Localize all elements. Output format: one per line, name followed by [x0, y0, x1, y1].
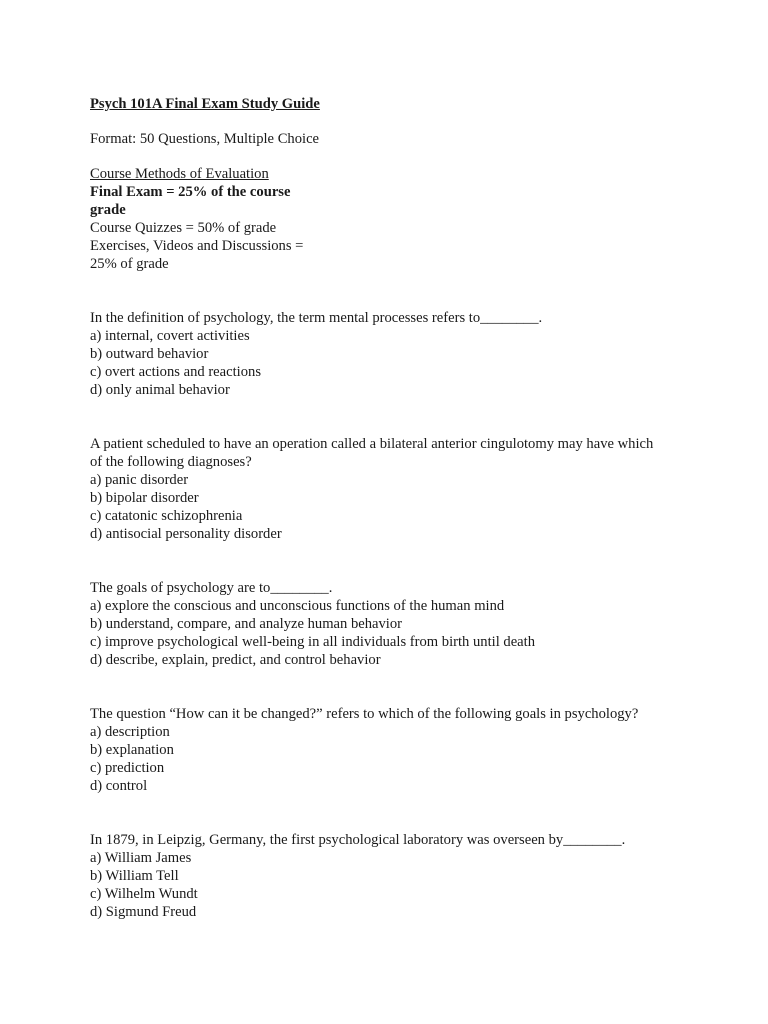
answer-option: d) only animal behavior [90, 382, 230, 398]
answer-option: c) improve psychological well-being in all individuals from birth until death [90, 634, 536, 650]
answer-option: a) internal, covert activities [90, 328, 250, 344]
answer-option: a) explore the conscious and unconscious functions of the human mind [90, 598, 505, 614]
answer-option: c) overt actions and reactions [90, 364, 261, 380]
question-4 [90, 705, 690, 795]
final-exam-weight-line2: grade [90, 202, 126, 218]
document-page [90, 95, 690, 921]
answer-option: b) bipolar disorder [90, 490, 199, 506]
exam-format: Format: 50 Questions, Multiple Choice [90, 131, 320, 147]
document-title: Psych 101A Final Exam Study Guide [90, 96, 320, 112]
exercises-weight-line1: Exercises, Videos and Discussions = [90, 238, 304, 254]
answer-option: a) panic disorder [90, 472, 189, 488]
answer-option: b) outward behavior [90, 346, 209, 362]
evaluation-heading: Course Methods of Evaluation [90, 166, 269, 182]
answer-option: c) prediction [90, 760, 165, 776]
answer-option: a) description [90, 724, 170, 740]
question-text-line1: A patient scheduled to have an operation called a bilateral anterior cingulotomy may have which [90, 436, 654, 452]
answer-option: d) Sigmund Freud [90, 904, 197, 920]
question-5 [90, 831, 690, 921]
question-text-line2: of the following diagnoses? [90, 454, 252, 470]
answer-option: b) understand, compare, and analyze human behavior [90, 616, 403, 632]
answer-option: d) control [90, 778, 148, 794]
final-exam-weight-line1: Final Exam = 25% of the course [90, 184, 291, 200]
exercises-weight-line2: 25% of grade [90, 256, 169, 272]
answer-option: b) William Tell [90, 868, 179, 884]
answer-option: d) describe, explain, predict, and control behavior [90, 652, 381, 668]
answer-option: c) Wilhelm Wundt [90, 886, 198, 902]
answer-option: a) William James [90, 850, 192, 866]
question-1 [90, 309, 690, 399]
question-text: The goals of psychology are to________. [90, 580, 333, 596]
quizzes-weight: Course Quizzes = 50% of grade [90, 220, 277, 236]
question-text: The question “How can it be changed?” refers to which of the following goals in psychology? [90, 706, 639, 722]
answer-option: c) catatonic schizophrenia [90, 508, 243, 524]
question-3 [90, 579, 690, 669]
question-text: In the definition of psychology, the term mental processes refers to________. [90, 310, 543, 326]
question-2 [90, 435, 690, 543]
evaluation-section [90, 165, 350, 273]
question-text: In 1879, in Leipzig, Germany, the first psychological laboratory was overseen by________. [90, 832, 626, 848]
answer-option: b) explanation [90, 742, 174, 758]
answer-option: d) antisocial personality disorder [90, 526, 282, 542]
